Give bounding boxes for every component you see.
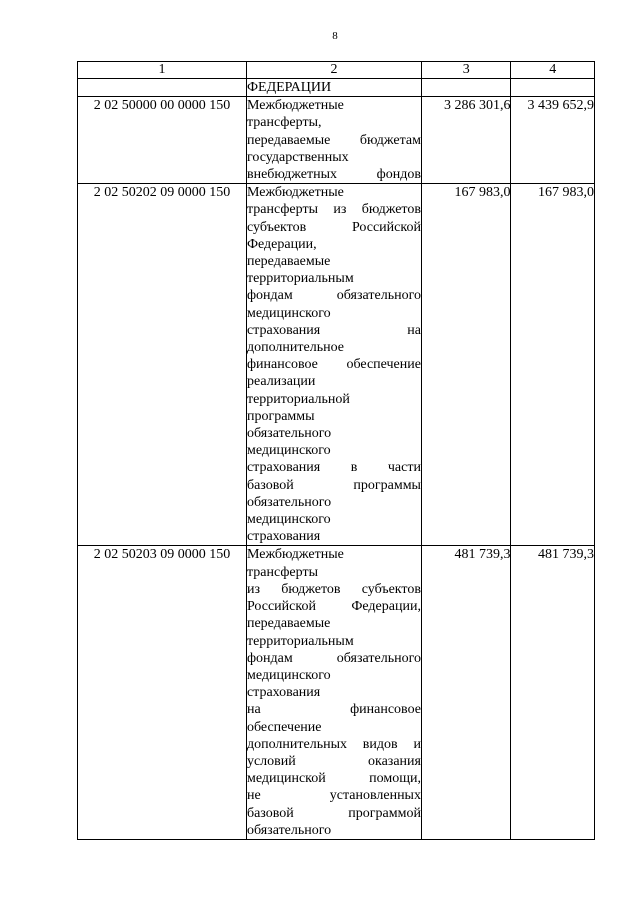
value-cell [511,79,595,97]
value-cell-col4: 167 983,0 [511,184,595,546]
name-line: дополнительных видов и [246,736,421,752]
name-line: медицинского [246,305,331,321]
name-line: территориальным [246,271,354,287]
code-cell: 2 02 50000 00 0000 150 [78,97,247,184]
name-line: фондам обязательного [246,650,421,666]
name-cell [246,546,421,839]
table-row-continuation [78,79,595,97]
value-cell-col4: 481 739,3 [511,546,595,839]
name-line: программы [246,408,315,424]
table-row [78,546,595,839]
name-line: Межбюджетные [246,547,344,563]
table-row [78,184,595,546]
name-line: внебюджетных фондов [246,167,421,183]
name-line: обеспечение [246,719,322,735]
page-number: 8 [332,30,338,42]
name-line: страхования [246,685,321,701]
name-line: передаваемые [246,254,331,270]
value-cell-col4: 3 439 652,9 [511,97,595,184]
budget-table [77,61,595,840]
name-line: обязательного [246,426,332,442]
name-line: финансовое обеспечение [246,357,421,373]
name-line: обязательного [246,822,332,838]
name-line: передаваемые бюджетам [246,132,421,148]
name-line: Межбюджетные [246,185,344,201]
name-line: медицинского [246,443,331,459]
name-line: базовой программы [246,477,421,493]
name-line: условий оказания [246,753,421,769]
name-line: не установленных [246,788,421,804]
code-cell [78,79,247,97]
name-line: базовой программой [246,805,421,821]
name-line: страхования на [246,322,421,338]
name-line: трансферты, [246,115,322,131]
name-line: страхования [246,529,321,545]
name-line: Российской Федерации, [246,599,421,615]
name-line: реализации [246,374,316,390]
name-line: трансферты [246,564,318,580]
column-header-4: 4 [511,62,595,79]
column-header-2: 2 [246,62,421,79]
name-line: Федерации, [246,236,317,252]
value-cell [421,79,511,97]
column-header-1: 1 [78,62,247,79]
name-line: территориальной [246,391,350,407]
name-line: обязательного [246,494,332,510]
name-line: медицинской помощи, [246,771,421,787]
name-line: фондам обязательного [246,288,421,304]
name-line: трансферты из бюджетов [246,202,421,218]
name-line: субъектов Российской [246,219,421,235]
name-line: страхования в части [246,460,421,476]
name-line: медицинского [246,512,331,528]
name-cell [246,184,421,546]
code-cell: 2 02 50203 09 0000 150 [78,546,247,839]
name-line: на финансовое [246,702,421,718]
table-row [78,97,595,184]
code-cell: 2 02 50202 09 0000 150 [78,184,247,546]
value-cell-col3: 167 983,0 [421,184,511,546]
name-line: из бюджетов субъектов [246,581,421,597]
name-line: дополнительное [246,340,344,356]
name-line: территориальным [246,633,354,649]
name-cell: ФЕДЕРАЦИИ [246,79,421,97]
column-header-3: 3 [421,62,511,79]
name-line: государственных [246,149,349,165]
name-line: передаваемые [246,616,331,632]
name-line: Межбюджетные [246,98,344,114]
table-header-row [78,62,595,79]
value-cell-col3: 3 286 301,6 [421,97,511,184]
value-cell-col3: 481 739,3 [421,546,511,839]
name-line: медицинского [246,667,331,683]
name-cell [246,97,421,184]
